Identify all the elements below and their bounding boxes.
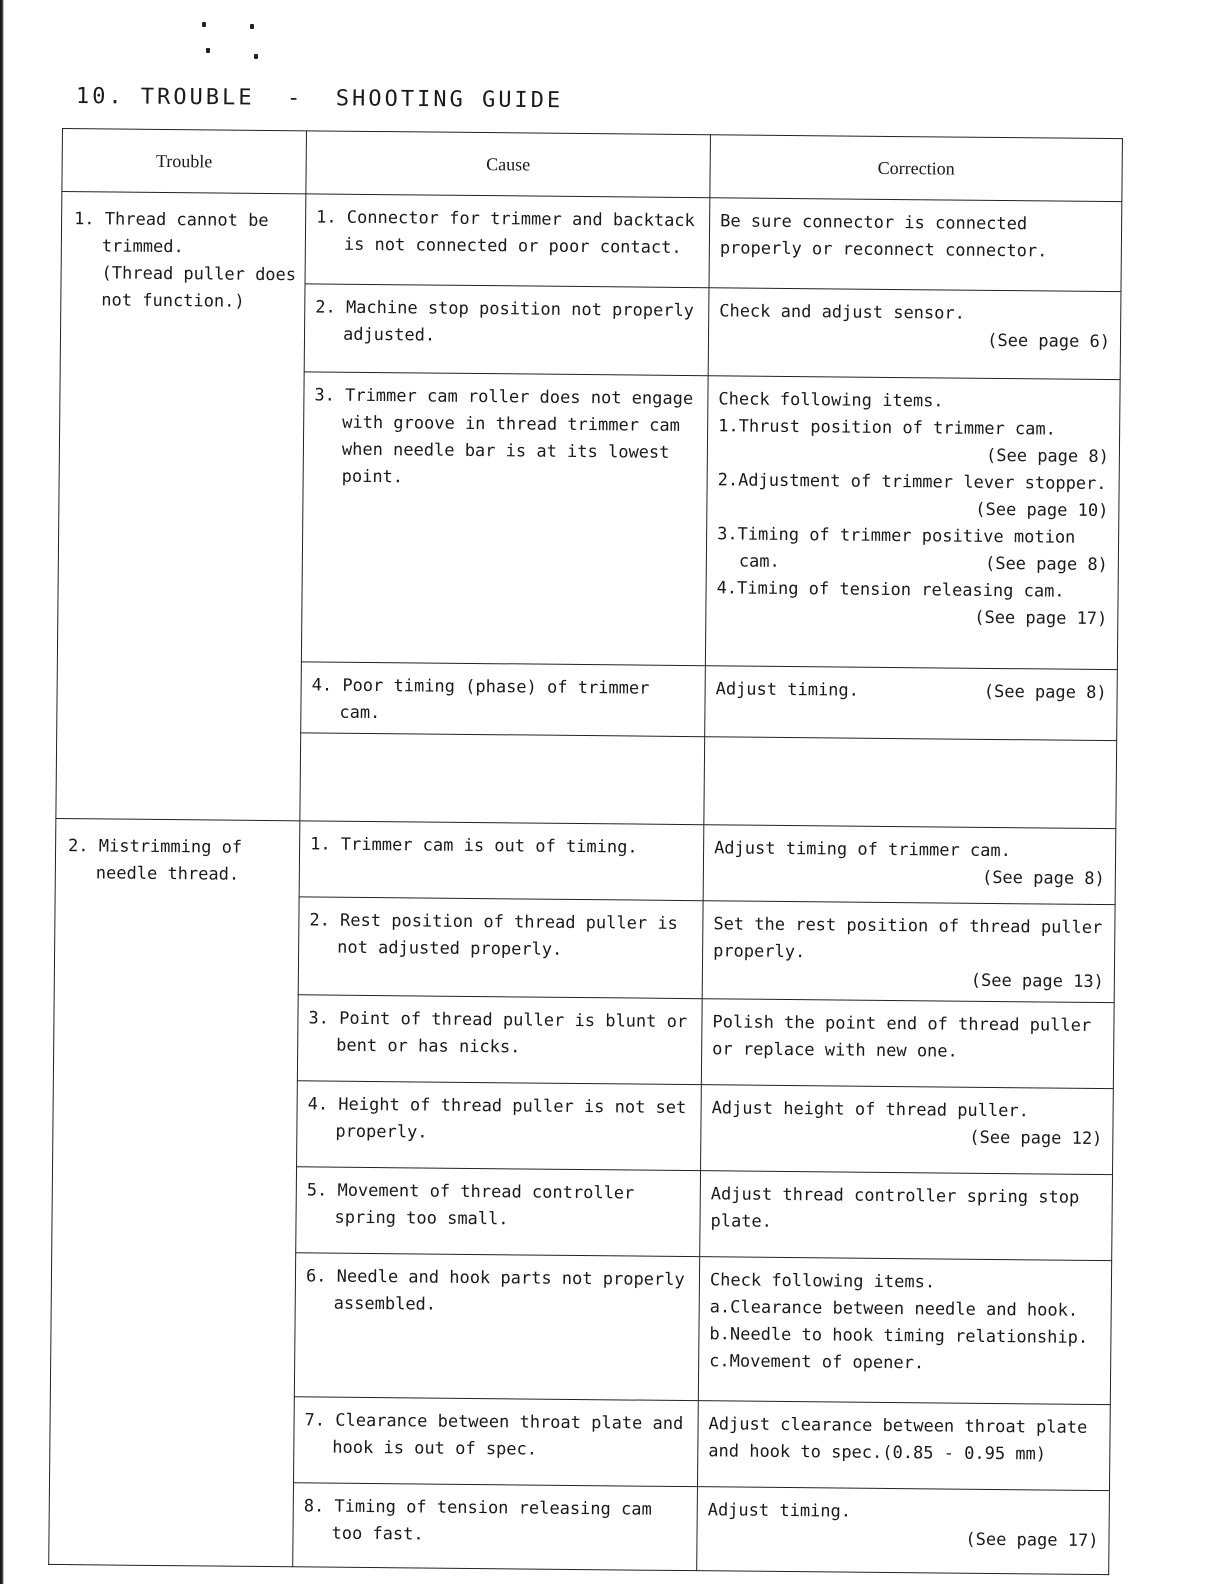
cause-cell	[301, 372, 708, 666]
cause-cell	[294, 1253, 699, 1401]
check-item: c.Movement of opener.	[709, 1351, 925, 1374]
page-reference: (See page 13)	[970, 970, 1104, 993]
page-reference: (See page 8)	[981, 867, 1105, 890]
table-header-row	[62, 129, 1123, 202]
page-reference: (See page 8)	[983, 681, 1107, 704]
cause-text: 2. Machine stop position not properly adjusted.	[315, 297, 695, 346]
scan-edge	[0, 0, 4, 1584]
cause-cell	[294, 1397, 699, 1487]
trouble-text: 2. Mistrimming of needle thread.	[68, 836, 243, 885]
correction-cell	[702, 901, 1115, 1003]
check-item-continued-text: cam.	[738, 551, 780, 572]
correction-cell	[701, 999, 1114, 1089]
trouble-cell	[56, 192, 306, 821]
troubleshooting-table	[48, 128, 1123, 1575]
correction-text: Check and adjust sensor.	[719, 301, 965, 324]
correction-text: Adjust timing of trimmer cam.	[714, 838, 1012, 862]
cause-text: 8. Timing of tension releasing cam too fast.	[303, 1496, 652, 1545]
correction-text: Adjust timing.	[715, 679, 860, 701]
correction-cell	[697, 1401, 1110, 1491]
check-item-continued	[717, 548, 1108, 579]
trouble-text: 1. Thread cannot be trimmed.	[74, 209, 269, 258]
check-item: b.Needle to hook timing relationship.	[709, 1324, 1089, 1348]
correction-cell	[703, 825, 1116, 905]
correction-cell	[697, 1487, 1110, 1575]
page-reference: (See page 17)	[965, 1529, 1099, 1552]
check-item: a.Clearance between needle and hook.	[709, 1297, 1079, 1321]
cause-text: 5. Movement of thread controller spring too small.	[306, 1180, 635, 1230]
cause-text: 4. Height of thread puller is not set properly.	[307, 1094, 687, 1143]
cause-text: 1. Connector for trimmer and backtack is not connected or poor contact.	[316, 207, 695, 258]
cause-cell	[297, 995, 702, 1085]
check-item: 1.Thrust position of trimmer cam.	[718, 416, 1057, 440]
trouble-note-text: (Thread puller does not function.)	[101, 263, 297, 312]
cause-text: 7. Clearance between throat plate and hook is out of spec.	[304, 1410, 684, 1460]
table-row	[55, 818, 1116, 904]
header-correction: Correction	[710, 135, 1123, 202]
trouble-cell	[49, 818, 300, 1566]
correction-cell	[701, 1085, 1114, 1175]
speck	[202, 22, 206, 27]
cause-cell	[296, 1167, 701, 1257]
page-reference: (See page 8)	[984, 553, 1108, 576]
header-cause: Cause	[306, 131, 711, 198]
page-reference: (See page 17)	[974, 607, 1108, 630]
cause-cell	[305, 194, 710, 288]
correction-text: Adjust thread controller spring stop plate.	[710, 1184, 1080, 1232]
check-item: 3.Timing of trimmer positive motion	[717, 524, 1076, 548]
correction-cell	[698, 1257, 1111, 1405]
page-title: 10. TROUBLE - SHOOTING GUIDE	[75, 84, 564, 114]
correction-cell	[705, 666, 1118, 741]
cause-text: 3. Trimmer cam roller does not engage with groove in thread trimmer cam when needle bar is at its lowest point.	[314, 385, 694, 488]
correction-cell	[705, 376, 1120, 670]
cause-cell	[301, 662, 706, 737]
speck	[206, 48, 210, 53]
correction-cell	[709, 198, 1122, 292]
cause-cell	[293, 1483, 698, 1571]
check-item: 2.Adjustment of trimmer lever stopper.	[717, 470, 1107, 495]
cause-cell	[297, 1081, 702, 1171]
cause-text: 6. Needle and hook parts not properly assembled.	[305, 1266, 685, 1315]
header-trouble: Trouble	[62, 129, 307, 194]
correction-cell-empty	[704, 737, 1117, 829]
cause-text: 3. Point of thread puller is blunt or bent or has nicks.	[308, 1008, 688, 1058]
cause-text: 2. Rest position of thread puller is not adjusted properly.	[309, 910, 678, 960]
cause-cell-empty	[300, 733, 705, 825]
correction-text: Adjust timing.	[707, 1500, 852, 1522]
check-item: 4.Timing of tension releasing cam.	[716, 578, 1065, 602]
correction-heading: Check following items.	[718, 389, 944, 412]
correction-cell	[700, 1171, 1113, 1261]
correction-text: Be sure connector is connected properly or reconnect connector.	[719, 211, 1048, 262]
correction-text: Polish the point end of thread puller or replace with new one.	[712, 1012, 1092, 1062]
cause-cell	[304, 284, 709, 376]
cause-cell	[299, 821, 704, 901]
correction-text: Adjust clearance between throat plate and hook to spec.(0.85 - 0.95 mm)	[708, 1414, 1088, 1465]
page-reference: (See page 6)	[987, 330, 1111, 353]
cause-text: 1. Trimmer cam is out of timing.	[310, 834, 638, 858]
scan-specks	[190, 14, 270, 64]
correction-line	[716, 676, 1107, 707]
correction-text: Adjust height of thread puller.	[711, 1098, 1029, 1122]
correction-cell	[708, 288, 1121, 380]
trouble-note	[73, 260, 297, 316]
speck	[254, 54, 258, 59]
page-reference: (See page 8)	[985, 445, 1109, 468]
correction-heading: Check following items.	[709, 1270, 936, 1293]
cause-cell	[298, 897, 703, 999]
cause-text: 4. Poor timing (phase) of trimmer cam.	[311, 675, 650, 724]
table-row	[61, 192, 1122, 292]
speck	[250, 24, 254, 29]
page-reference: (See page 10)	[975, 499, 1109, 522]
correction-text: Set the rest position of thread puller properly.	[713, 914, 1103, 963]
page-reference: (See page 12)	[969, 1127, 1103, 1150]
